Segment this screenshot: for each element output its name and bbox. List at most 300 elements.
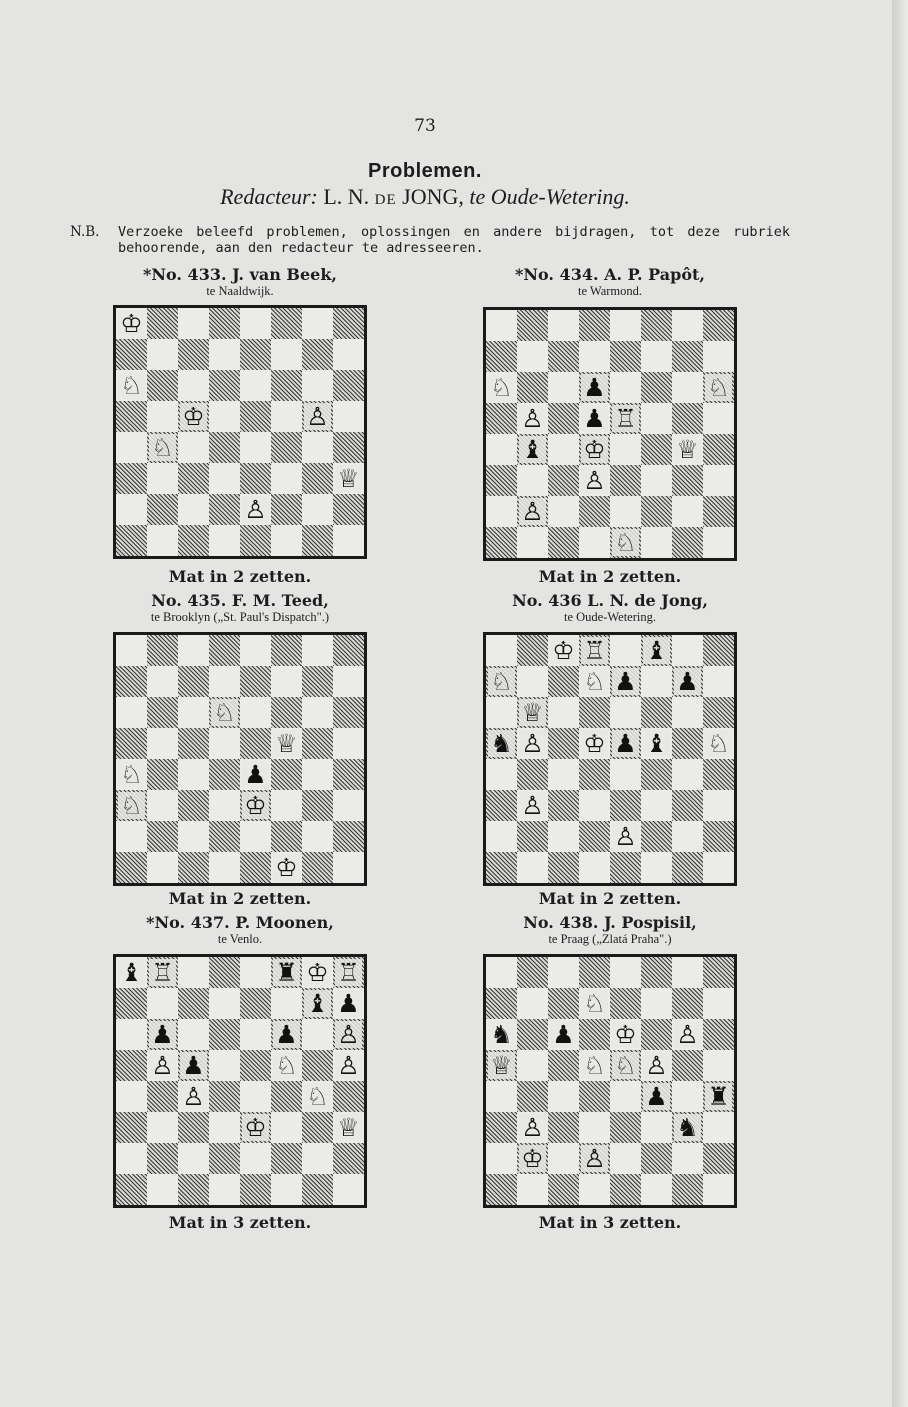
board-square-b7	[517, 666, 548, 697]
chess-piece-icon: ♝	[304, 990, 331, 1017]
board-square-h3	[703, 1112, 734, 1143]
board-square-b5	[517, 403, 548, 434]
board-square-b5	[517, 1050, 548, 1081]
board-square-e8	[240, 957, 271, 988]
board-square-h1	[703, 527, 734, 558]
board-square-a8	[486, 310, 517, 341]
board-square-d1	[579, 1174, 610, 1205]
board-square-d2	[209, 494, 240, 525]
chess-piece-icon: ♘	[612, 1052, 639, 1079]
chess-piece-icon: ♙	[612, 823, 639, 850]
chess-piece-icon: ♘	[705, 730, 732, 757]
board-square-f1	[271, 852, 302, 883]
board-square-b6	[517, 1019, 548, 1050]
editor-line	[0, 184, 850, 210]
board-square-a4	[486, 1081, 517, 1112]
board-square-c4	[178, 1081, 209, 1112]
board-square-f8	[271, 635, 302, 666]
board-square-g7	[672, 341, 703, 372]
board-square-c1	[548, 1174, 579, 1205]
chess-piece-icon: ♙	[335, 1052, 362, 1079]
board-square-b1	[147, 525, 178, 556]
board-square-f2	[271, 821, 302, 852]
board-square-a4	[116, 1081, 147, 1112]
board-square-e5	[610, 728, 641, 759]
board-square-h2	[333, 494, 364, 525]
board-square-h2	[703, 496, 734, 527]
board-square-b6	[517, 372, 548, 403]
board-square-c6	[548, 697, 579, 728]
board-square-a3	[486, 1112, 517, 1143]
board-square-g1	[302, 1174, 333, 1205]
board-square-h8	[703, 310, 734, 341]
board-square-c7	[178, 988, 209, 1019]
chess-piece-icon: ♞	[488, 730, 515, 757]
board-square-g1	[672, 527, 703, 558]
board-square-d7	[209, 666, 240, 697]
chess-piece-icon: ♘	[581, 990, 608, 1017]
board-square-d4	[209, 1081, 240, 1112]
board-square-e3	[610, 1112, 641, 1143]
board-square-d8	[209, 308, 240, 339]
board-square-e8	[240, 308, 271, 339]
board-square-a3	[486, 465, 517, 496]
board-square-b7	[147, 339, 178, 370]
board-square-c3	[548, 790, 579, 821]
board-square-a8	[116, 308, 147, 339]
board-square-f5	[271, 1050, 302, 1081]
board-square-b2	[517, 1143, 548, 1174]
board-square-d4	[579, 434, 610, 465]
board-square-c3	[178, 463, 209, 494]
board-square-f6	[641, 697, 672, 728]
problem-title: No. 435. F. M. Teed,	[151, 591, 329, 610]
board-square-d6	[209, 370, 240, 401]
board-square-b4	[147, 432, 178, 463]
board-square-a3	[116, 463, 147, 494]
board-square-a1	[116, 852, 147, 883]
board-square-b3	[517, 1112, 548, 1143]
board-square-f7	[271, 666, 302, 697]
board-square-d6	[579, 697, 610, 728]
board-square-g5	[672, 1050, 703, 1081]
board-square-h1	[333, 852, 364, 883]
board-square-c4	[548, 434, 579, 465]
board-square-d7	[579, 341, 610, 372]
board-square-c5	[178, 401, 209, 432]
board-square-a5	[486, 1050, 517, 1081]
board-square-d1	[579, 527, 610, 558]
board-square-e8	[610, 310, 641, 341]
board-square-e7	[610, 666, 641, 697]
board-square-f6	[271, 697, 302, 728]
board-square-h3	[703, 790, 734, 821]
board-square-e6	[240, 370, 271, 401]
board-square-a2	[116, 821, 147, 852]
board-square-c2	[178, 1143, 209, 1174]
board-square-h1	[333, 1174, 364, 1205]
board-square-b4	[147, 759, 178, 790]
board-square-a7	[116, 339, 147, 370]
chess-board	[483, 632, 737, 886]
problem-title: *No. 437. P. Moonen,	[146, 913, 334, 932]
board-square-a1	[486, 852, 517, 883]
board-square-e5	[610, 403, 641, 434]
board-square-g5	[302, 1050, 333, 1081]
board-square-c5	[548, 403, 579, 434]
page-number: 73	[414, 116, 436, 136]
chess-piece-icon: ♟	[335, 990, 362, 1017]
board-square-h3	[703, 465, 734, 496]
board-square-d3	[579, 1112, 610, 1143]
board-square-c1	[548, 852, 579, 883]
chess-piece-icon: ♘	[118, 372, 145, 399]
board-square-c8	[548, 310, 579, 341]
board-square-g4	[672, 759, 703, 790]
board-square-e5	[240, 401, 271, 432]
board-square-b7	[147, 988, 178, 1019]
board-square-h2	[333, 1143, 364, 1174]
board-square-b6	[147, 1019, 178, 1050]
chess-piece-icon: ♔	[242, 1114, 269, 1141]
board-square-d4	[209, 432, 240, 463]
board-square-d2	[579, 496, 610, 527]
board-square-g8	[672, 635, 703, 666]
chess-board	[113, 954, 367, 1208]
chess-piece-icon: ♙	[643, 1052, 670, 1079]
board-square-e4	[240, 759, 271, 790]
chess-piece-icon: ♟	[612, 730, 639, 757]
board-square-g4	[302, 1081, 333, 1112]
board-square-a6	[116, 1019, 147, 1050]
board-square-f2	[641, 496, 672, 527]
board-square-d8	[579, 310, 610, 341]
board-square-e5	[240, 1050, 271, 1081]
board-square-g4	[302, 759, 333, 790]
board-square-a7	[116, 666, 147, 697]
chess-piece-icon: ♘	[304, 1083, 331, 1110]
chess-piece-icon: ♔	[612, 1021, 639, 1048]
board-square-h8	[333, 957, 364, 988]
board-square-c1	[178, 525, 209, 556]
board-square-b2	[517, 496, 548, 527]
board-square-h6	[333, 1019, 364, 1050]
board-square-f7	[641, 666, 672, 697]
board-square-g8	[302, 957, 333, 988]
board-square-a7	[116, 988, 147, 1019]
note-text: Verzoeke beleefd problemen, oplossingen en andere bijdragen, tot deze rubriek behoorende, aan den redacteur te adresseeren.	[118, 224, 790, 256]
board-square-b8	[147, 635, 178, 666]
board-square-b8	[517, 635, 548, 666]
board-square-g6	[302, 697, 333, 728]
board-square-c4	[178, 759, 209, 790]
board-square-a4	[116, 432, 147, 463]
board-square-f6	[271, 1019, 302, 1050]
board-square-e1	[610, 527, 641, 558]
board-square-b5	[147, 1050, 178, 1081]
board-square-d8	[209, 957, 240, 988]
board-square-h1	[703, 1174, 734, 1205]
problem-place: te Praag („Zlatá Praha".)	[548, 932, 672, 946]
board-square-e7	[610, 341, 641, 372]
problem-caption: Mat in 3 zetten.	[168, 1213, 312, 1232]
board-square-e3	[240, 790, 271, 821]
board-square-a5	[116, 1050, 147, 1081]
board-square-d7	[579, 666, 610, 697]
board-square-f4	[271, 759, 302, 790]
board-square-f4	[641, 1081, 672, 1112]
board-square-d6	[209, 1019, 240, 1050]
board-square-h3	[333, 1112, 364, 1143]
board-square-h6	[333, 697, 364, 728]
board-square-e6	[610, 697, 641, 728]
board-square-h6	[703, 697, 734, 728]
section-title: Problemen.	[368, 160, 482, 182]
board-square-h1	[333, 525, 364, 556]
board-square-d6	[579, 1019, 610, 1050]
board-square-e3	[240, 463, 271, 494]
chess-piece-icon: ♔	[581, 730, 608, 757]
board-square-c2	[178, 494, 209, 525]
board-square-h8	[703, 957, 734, 988]
board-square-h6	[703, 1019, 734, 1050]
board-square-g4	[672, 1081, 703, 1112]
board-square-c5	[548, 728, 579, 759]
board-square-c8	[178, 308, 209, 339]
board-square-g4	[302, 432, 333, 463]
problem-place: te Warmond.	[577, 284, 643, 298]
board-square-f4	[641, 759, 672, 790]
board-square-h8	[333, 635, 364, 666]
board-square-e1	[240, 525, 271, 556]
board-square-e3	[610, 790, 641, 821]
board-square-g6	[672, 1019, 703, 1050]
board-square-f6	[271, 370, 302, 401]
board-square-a7	[486, 341, 517, 372]
board-square-d5	[209, 728, 240, 759]
board-square-h5	[703, 1050, 734, 1081]
board-square-a8	[486, 635, 517, 666]
board-square-d5	[579, 1050, 610, 1081]
chess-piece-icon: ♙	[581, 467, 608, 494]
board-square-c4	[548, 1081, 579, 1112]
editor-place: te Oude-Wetering.	[469, 184, 630, 209]
board-square-f7	[641, 341, 672, 372]
chess-piece-icon: ♟	[581, 374, 608, 401]
board-square-h5	[703, 728, 734, 759]
board-square-b4	[517, 1081, 548, 1112]
board-square-h7	[703, 341, 734, 372]
board-square-e7	[610, 988, 641, 1019]
chess-piece-icon: ♘	[211, 699, 238, 726]
board-square-g3	[672, 790, 703, 821]
board-square-g2	[672, 821, 703, 852]
board-square-b1	[147, 1174, 178, 1205]
board-square-f4	[271, 1081, 302, 1112]
board-square-b3	[147, 463, 178, 494]
board-square-e5	[610, 1050, 641, 1081]
board-square-d7	[209, 988, 240, 1019]
board-square-h5	[703, 403, 734, 434]
chess-piece-icon: ♙	[674, 1021, 701, 1048]
board-square-h8	[333, 308, 364, 339]
board-square-a7	[486, 988, 517, 1019]
board-square-g2	[302, 494, 333, 525]
chess-board	[113, 632, 367, 886]
board-square-e3	[240, 1112, 271, 1143]
board-square-a2	[116, 1143, 147, 1174]
board-square-b7	[147, 666, 178, 697]
board-square-d5	[209, 401, 240, 432]
board-square-d1	[579, 852, 610, 883]
chess-piece-icon: ♘	[488, 374, 515, 401]
problem-caption: Mat in 2 zetten.	[538, 889, 682, 908]
board-square-g7	[302, 339, 333, 370]
editor-surname: JONG,	[402, 184, 464, 209]
board-square-e6	[240, 697, 271, 728]
chess-piece-icon: ♟	[674, 668, 701, 695]
chess-piece-icon: ♔	[581, 436, 608, 463]
board-square-f3	[641, 1112, 672, 1143]
board-square-c7	[178, 666, 209, 697]
board-square-b4	[517, 759, 548, 790]
problem-title: *No. 434. A. P. Papôt,	[515, 265, 705, 284]
board-square-a1	[486, 527, 517, 558]
board-square-g2	[672, 496, 703, 527]
board-square-c1	[178, 852, 209, 883]
board-square-e7	[240, 988, 271, 1019]
chess-piece-icon: ♝	[118, 959, 145, 986]
board-square-a8	[486, 957, 517, 988]
board-square-g5	[302, 401, 333, 432]
board-square-g2	[672, 1143, 703, 1174]
chess-piece-icon: ♟	[612, 668, 639, 695]
board-square-f2	[641, 821, 672, 852]
board-square-g6	[302, 1019, 333, 1050]
board-square-c7	[548, 341, 579, 372]
board-square-c3	[548, 1112, 579, 1143]
board-square-h4	[333, 1081, 364, 1112]
board-square-g1	[302, 852, 333, 883]
problem-title: No. 436 L. N. de Jong,	[512, 591, 708, 610]
chess-piece-icon: ♖	[581, 637, 608, 664]
board-square-g7	[672, 666, 703, 697]
board-square-e2	[240, 821, 271, 852]
chess-piece-icon: ♘	[612, 529, 639, 556]
board-square-g1	[672, 1174, 703, 1205]
board-square-d3	[579, 790, 610, 821]
board-square-f3	[271, 790, 302, 821]
board-square-c6	[178, 697, 209, 728]
board-square-a7	[486, 666, 517, 697]
problem-place: te Brooklyn („St. Paul's Dispatch".)	[150, 610, 330, 624]
board-square-b2	[517, 821, 548, 852]
board-square-b7	[517, 988, 548, 1019]
board-square-b1	[517, 1174, 548, 1205]
board-square-h6	[333, 370, 364, 401]
board-square-f6	[641, 1019, 672, 1050]
board-square-f3	[271, 1112, 302, 1143]
board-square-f8	[641, 310, 672, 341]
board-square-c6	[548, 1019, 579, 1050]
board-square-a1	[486, 1174, 517, 1205]
board-square-c6	[178, 1019, 209, 1050]
board-square-c4	[548, 759, 579, 790]
board-square-e4	[610, 1081, 641, 1112]
board-square-e2	[610, 821, 641, 852]
board-square-b5	[147, 401, 178, 432]
board-square-a4	[116, 759, 147, 790]
board-square-f5	[641, 403, 672, 434]
board-square-g3	[672, 1112, 703, 1143]
board-square-f8	[641, 957, 672, 988]
chess-piece-icon: ♘	[118, 792, 145, 819]
chess-piece-icon: ♕	[335, 465, 362, 492]
board-square-h7	[703, 988, 734, 1019]
chess-piece-icon: ♙	[335, 1021, 362, 1048]
board-square-e1	[240, 852, 271, 883]
board-square-a6	[116, 370, 147, 401]
board-square-g3	[302, 790, 333, 821]
board-square-a1	[116, 525, 147, 556]
board-square-f5	[271, 728, 302, 759]
board-square-h3	[333, 463, 364, 494]
board-square-d2	[579, 821, 610, 852]
chess-piece-icon: ♘	[581, 1052, 608, 1079]
board-square-b5	[147, 728, 178, 759]
editor-initials: L. N.	[323, 184, 370, 209]
board-square-c2	[178, 821, 209, 852]
board-square-a1	[116, 1174, 147, 1205]
board-square-d8	[579, 957, 610, 988]
board-square-b8	[517, 310, 548, 341]
board-square-e1	[610, 1174, 641, 1205]
chess-piece-icon: ♙	[304, 403, 331, 430]
board-square-a5	[116, 728, 147, 759]
chess-piece-icon: ♞	[674, 1114, 701, 1141]
board-square-b2	[147, 1143, 178, 1174]
chess-piece-icon: ♝	[643, 637, 670, 664]
board-square-d1	[209, 1174, 240, 1205]
board-square-c8	[178, 635, 209, 666]
problem-caption: Mat in 2 zetten.	[538, 567, 682, 586]
problem-title: No. 438. J. Pospisil,	[523, 913, 697, 932]
board-square-h4	[333, 432, 364, 463]
board-square-c5	[178, 728, 209, 759]
chess-piece-icon: ♔	[180, 403, 207, 430]
problem-caption: Mat in 3 zetten.	[538, 1213, 682, 1232]
chess-board	[483, 954, 737, 1208]
board-square-a3	[486, 790, 517, 821]
board-square-e8	[610, 635, 641, 666]
board-square-f1	[641, 1174, 672, 1205]
board-square-h5	[333, 401, 364, 432]
board-square-e8	[610, 957, 641, 988]
board-square-b7	[517, 341, 548, 372]
chess-piece-icon: ♖	[612, 405, 639, 432]
board-square-b8	[517, 957, 548, 988]
board-square-a5	[116, 401, 147, 432]
chess-piece-icon: ♔	[550, 637, 577, 664]
board-square-d2	[209, 821, 240, 852]
note-label: N.B.	[70, 224, 100, 240]
board-square-h5	[333, 728, 364, 759]
board-square-h6	[703, 372, 734, 403]
board-square-e2	[610, 1143, 641, 1174]
board-square-c5	[178, 1050, 209, 1081]
board-square-e4	[240, 1081, 271, 1112]
board-square-f5	[271, 401, 302, 432]
